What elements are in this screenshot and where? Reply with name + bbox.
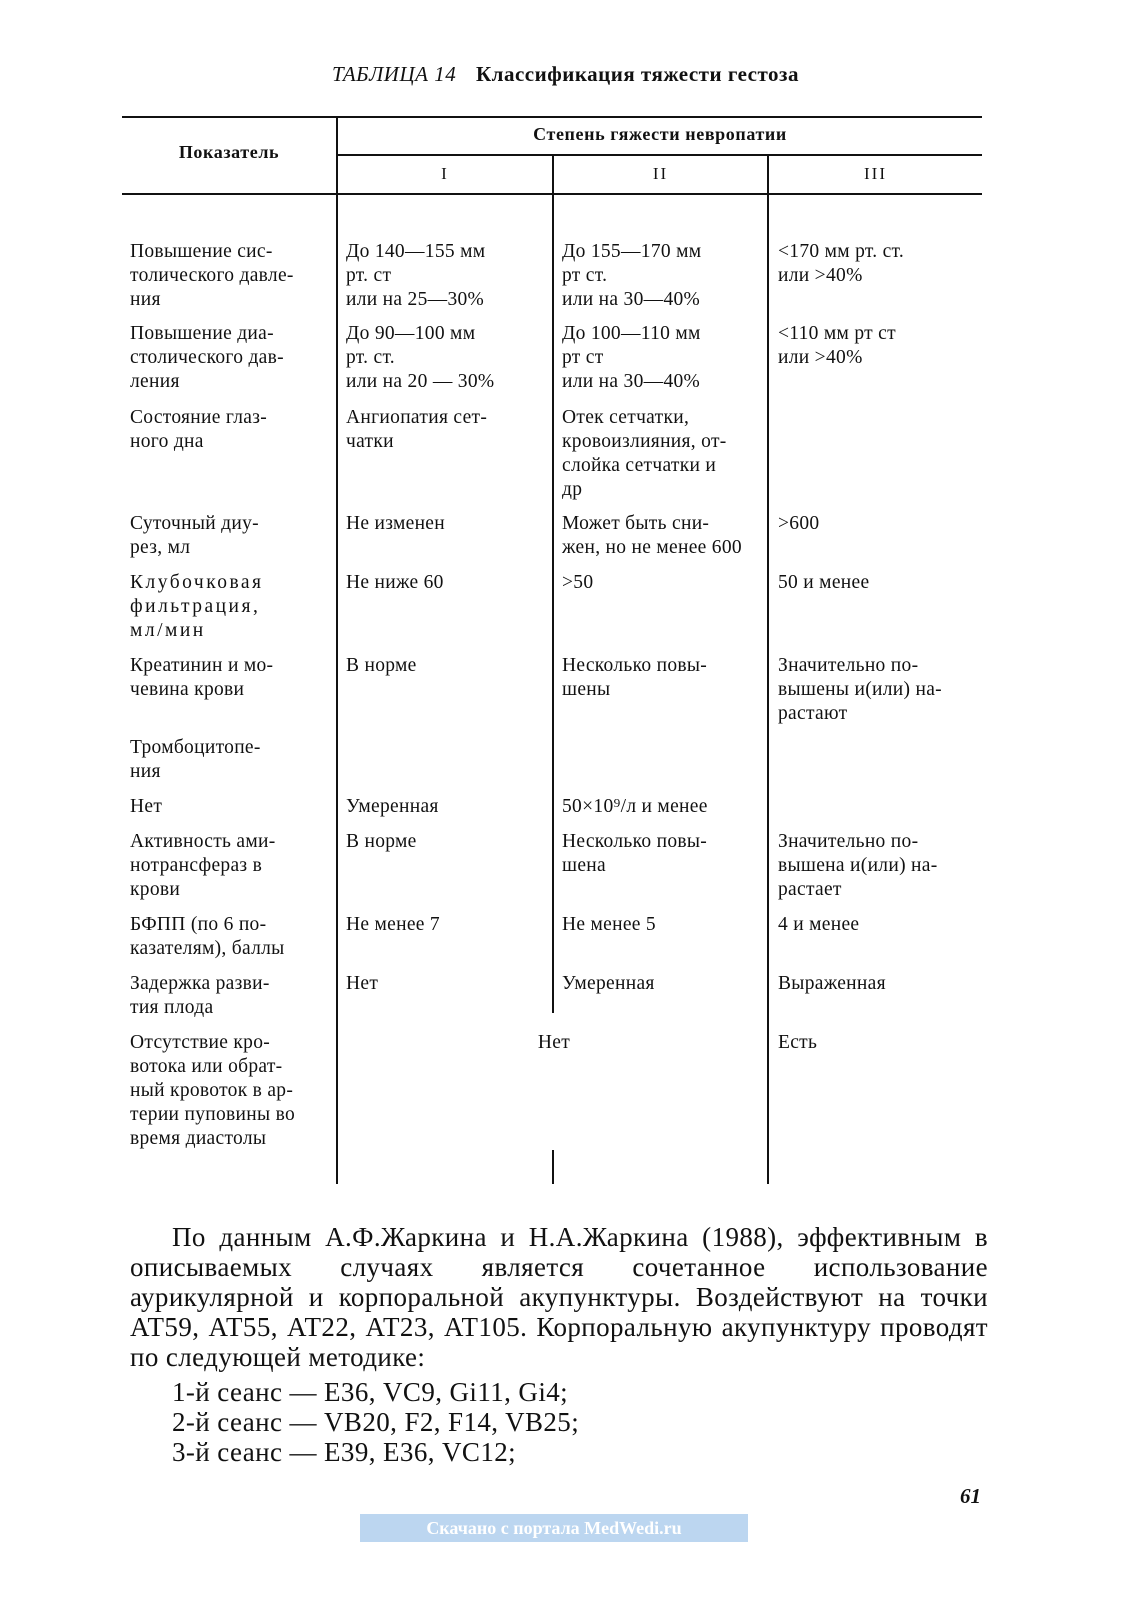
column-divider-3 xyxy=(767,155,769,1184)
row-grade-2: Несколько повы- шены xyxy=(562,655,708,700)
row-grade-2: Несколько повы- шена xyxy=(562,831,708,876)
row-grade-3: 50 и менее xyxy=(778,572,870,593)
row-indicator: Креатинин и мо- чевина крови xyxy=(130,655,274,700)
row-grade-1: Не менее 7 xyxy=(346,914,440,935)
row-grade-1: До 140—155 мм рт. ст или на 25—30% xyxy=(346,241,486,310)
seance-line: 3-й сеанс — Е39, Е36, VC12; xyxy=(172,1437,517,1467)
row-grade-1: В норме xyxy=(346,655,417,676)
row-grade-2: Отек сетчатки, кровоизлияния, от- слойка сетчатки и др xyxy=(562,407,727,500)
row-indicator: Клубочковая фильтрация, мл/мин xyxy=(130,572,264,641)
row-grade-3: Значительно по- вышены и(или) на- растают xyxy=(778,655,942,724)
header-grade-2: II xyxy=(652,164,669,183)
row-grade-3: <110 мм рт ст или >40% xyxy=(778,323,896,368)
row-indicator: Отсутствие кро- вотока или обрат- ный кровоток в ар- терии пуповины во время диастолы xyxy=(130,1032,296,1149)
row-indicator: Нет xyxy=(130,796,163,817)
row-grade-2: Умеренная xyxy=(562,973,655,994)
row-grade-3: 4 и менее xyxy=(778,914,860,935)
row-indicator: Состояние глаз- ного дна xyxy=(130,407,268,452)
seance-line: 1-й сеанс — Е36, VC9, Gi11, Gi4; xyxy=(172,1377,569,1407)
column-divider-2 xyxy=(552,155,554,1013)
row-indicator: Тромбоцитопе- ния xyxy=(130,737,261,782)
row-grade-3: Значительно по- вышена и(или) на- растает xyxy=(778,831,938,900)
row-grade-1: Нет xyxy=(346,973,379,994)
row-grade-1: Умеренная xyxy=(346,796,439,817)
row-grade-1: Не ниже 60 xyxy=(346,572,444,593)
row-grade-1: До 90—100 мм рт. ст. или на 20 — 30% xyxy=(346,323,495,392)
row-grade-1: В норме xyxy=(346,831,417,852)
header-mid-rule xyxy=(336,154,982,156)
header-grade-1: I xyxy=(441,164,449,183)
row-indicator: Активность ами- нотрансфераз в крови xyxy=(130,831,276,900)
table-caption xyxy=(0,62,1131,87)
row-grade-3: <170 мм рт. ст. или >40% xyxy=(778,241,905,286)
page-number: 61 xyxy=(960,1484,981,1508)
row-indicator: Задержка разви- тия плода xyxy=(130,973,270,1018)
row-grade-2: До 155—170 мм рт ст. или на 30—40% xyxy=(562,241,702,310)
table-number: ТАБЛИЦА 14 xyxy=(332,62,457,86)
header-grade-3: III xyxy=(864,164,887,183)
row-grade-2: >50 xyxy=(562,572,594,593)
row-grade-1: Ангиопатия сет- чатки xyxy=(346,407,488,452)
row-grade-3: Выраженная xyxy=(778,973,886,994)
table-title: Классификация тяжести гестоза xyxy=(475,62,799,86)
row-grade-1-2-merged: Нет xyxy=(537,1032,571,1053)
column-divider-2-tail xyxy=(552,1150,554,1184)
row-indicator: БФПП (по 6 по- казателям), баллы xyxy=(130,914,285,959)
row-grade-1: Не изменен xyxy=(346,513,445,534)
seance-line: 2-й сеанс — VB20, F2, F14, VB25; xyxy=(172,1407,580,1437)
header-indicator: Показатель xyxy=(178,142,280,162)
row-grade-2: До 100—110 мм рт ст или на 30—40% xyxy=(562,323,701,392)
row-indicator: Повышение диа- столического дав- ления xyxy=(130,323,284,392)
row-indicator: Повышение сис- толического давле- ния xyxy=(130,241,294,310)
row-grade-3: Есть xyxy=(778,1032,818,1053)
row-grade-2: Может быть сни- жен, но не менее 600 xyxy=(562,513,742,558)
row-grade-2: 50×10⁹/л и менее xyxy=(562,796,708,817)
row-grade-3: >600 xyxy=(778,513,820,534)
row-grade-2: Не менее 5 xyxy=(562,914,656,935)
watermark-banner: Скачано с портала MedWedi.ru xyxy=(360,1514,748,1542)
row-indicator: Суточный диу- рез, мл xyxy=(130,513,259,558)
body-paragraph: По данным А.Ф.Жаркина и Н.А.Жаркина (1988), эффективным в описываемых случаях является сочетанное использование аурикулярной и корпоральной акупунктуры. Воздействуют на точки АТ59, АТ55, АТ22, АТ23, АТ105. Корпоральную акупунктуру проводят по следующей методике: xyxy=(130,1222,988,1372)
table-top-rule xyxy=(122,116,982,118)
header-severity: Степень гяжести невропатии xyxy=(533,124,787,144)
column-divider-1 xyxy=(336,116,338,1184)
